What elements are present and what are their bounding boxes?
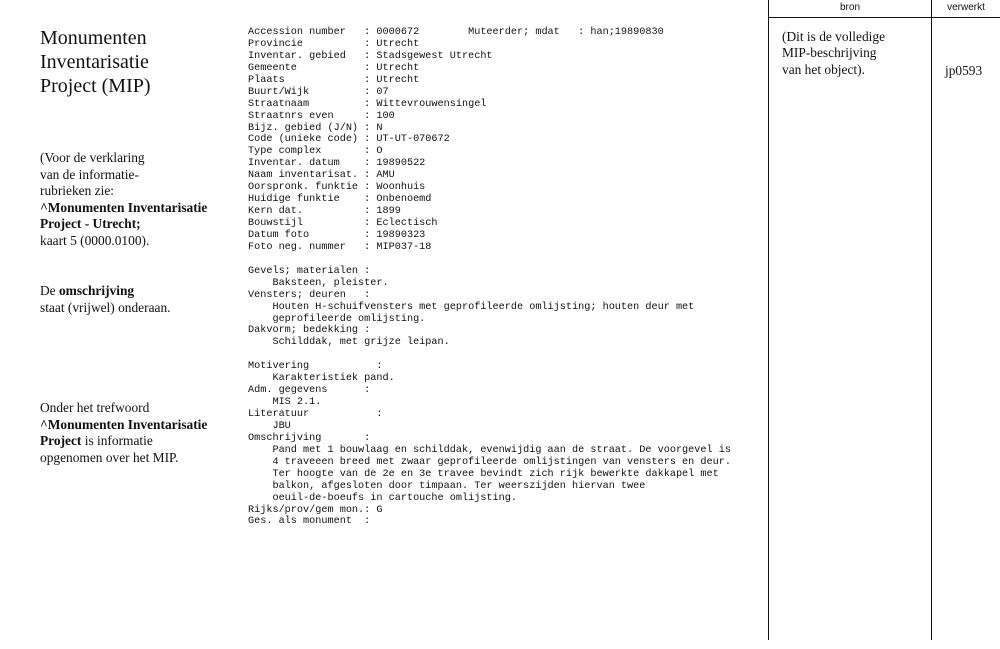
record-line: JBU <box>248 420 291 432</box>
title-line-2: Inventarisatie <box>40 51 149 73</box>
record-line <box>248 349 731 361</box>
note3-rest2: is informatie <box>81 433 153 449</box>
record-line: 4 traveeen breed met zwaar geprofileerde omlijstingen van vensters en deur. <box>248 456 731 468</box>
note2-line1 <box>40 283 220 300</box>
record-line: Bijz. gebied (J/N) : N <box>248 122 383 134</box>
note3-line1: Onder het trefwoord <box>40 400 150 415</box>
header-rule <box>768 17 1000 18</box>
note1-line2: van de informatie- <box>40 166 139 182</box>
record-line: Plaats : Utrecht <box>248 74 420 86</box>
record-line: Omschrijving : <box>248 432 371 444</box>
record-line: balkon, afgesloten door timpaan. Ter weerszijden hiervan twee <box>248 480 646 492</box>
record-line: Provincie : Utrecht <box>248 38 420 50</box>
explanation-note <box>40 150 220 250</box>
note1-bold1: ^Monumenten Inventarisatie <box>40 199 208 215</box>
record-line: Code (unieke code) : UT-UT-070672 <box>248 134 450 146</box>
note1-line1: (Voor de verklaring <box>40 150 145 165</box>
record-line: Naam inventarisat. : AMU <box>248 170 395 182</box>
record-line: Gemeente : Utrecht <box>248 62 420 74</box>
note1-bold2: Project - Utrecht; <box>40 216 141 232</box>
note2-line2: staat (vrijwel) onderaan. <box>40 299 171 315</box>
record-line: Kern dat. : 1899 <box>248 206 401 218</box>
record-line: Foto neg. nummer : MIP037-18 <box>248 241 432 253</box>
record-line: Literatuur : <box>248 409 383 420</box>
record-line: Buurt/Wijk : 07 <box>248 86 389 98</box>
note1-line3: rubrieken zie: <box>40 183 114 199</box>
note3-line4: opgenomen over het MIP. <box>40 449 179 465</box>
bron-line-2: MIP-beschrijving <box>782 45 877 61</box>
record-line: Adm. gegevens : <box>248 385 371 397</box>
record-line: Straatnrs even : 100 <box>248 110 395 122</box>
column-divider-second <box>931 0 932 640</box>
note3-bold2: Project <box>40 433 82 449</box>
record-line: Vensters; deuren : <box>248 289 371 301</box>
record-line: Bouwstijl : Eclectisch <box>248 218 438 229</box>
record-line: Oorspronk. funktie : Woonhuis <box>248 182 426 194</box>
record-line: Type complex : O <box>248 146 383 158</box>
verwerkt-header <box>932 2 1000 13</box>
bron-line-1: (Dit is de volledige <box>782 29 886 44</box>
bron-line-3: van het object). <box>782 61 865 77</box>
record-line: Accession number : 0000672 Muteerder; mdat : han;19890830 <box>248 27 664 38</box>
record-line: Inventar. datum : 19890522 <box>248 158 426 170</box>
record-line: Straatnaam : Wittevrouwensingel <box>248 98 487 110</box>
record-line <box>248 254 731 266</box>
record-line: Inventar. gebied : Stadsgewest Utrecht <box>248 50 493 62</box>
record-line: Karakteristiek pand. <box>248 373 395 385</box>
bron-text <box>782 29 885 78</box>
record-line: Gevels; materialen : <box>248 265 371 277</box>
record-line: Motivering : <box>248 361 383 373</box>
record-line: Ter hoogte van de 2e en 3e travee bevindt zich rijk bewerkte dakkapel met <box>248 468 719 480</box>
record-line: Dakvorm; bedekking : <box>248 325 371 337</box>
verwerkt-code: jp0593 <box>945 63 983 78</box>
record-line: Datum foto : 19890323 <box>248 229 426 241</box>
mip-record <box>248 27 731 528</box>
omschrijving-note <box>40 283 220 316</box>
note3-line3 <box>40 433 220 450</box>
record-line: Pand met 1 bouwlaag en schilddak, evenwijdig aan de straat. De voorgevel is <box>248 444 731 456</box>
record-line: oeuil-de-boeufs in cartouche omlijsting. <box>248 492 517 504</box>
record-line: Houten H-schuifvensters met geprofileerde omlijsting; houten deur met <box>248 301 695 313</box>
title-line-3: Project (MIP) <box>40 75 151 97</box>
left-title <box>40 26 220 98</box>
title-line-1: Monumenten <box>40 27 147 49</box>
note2-bold: omschrijving <box>58 283 135 298</box>
record-line: Baksteen, pleister. <box>248 277 389 289</box>
record-line: Rijks/prov/gem mon.: G <box>248 504 383 516</box>
bron-header: bron <box>839 2 860 13</box>
record-line: Schilddak, met grijze leipan. <box>248 337 450 349</box>
column-divider-main <box>768 0 769 640</box>
note3-bold1: ^Monumenten Inventarisatie <box>40 416 208 432</box>
note2-pre: De <box>40 283 59 298</box>
record-line: Huidige funktie : Onbenoemd <box>248 194 432 206</box>
record-line: MIS 2.1. <box>248 397 322 409</box>
note1-line6: kaart 5 (0000.0100). <box>40 232 150 248</box>
record-line: Ges. als monument : <box>248 516 371 528</box>
trefwoord-note <box>40 400 220 466</box>
verwerkt-header-label: verwerkt <box>947 2 985 13</box>
record-line: geprofileerde omlijsting. <box>248 313 426 325</box>
